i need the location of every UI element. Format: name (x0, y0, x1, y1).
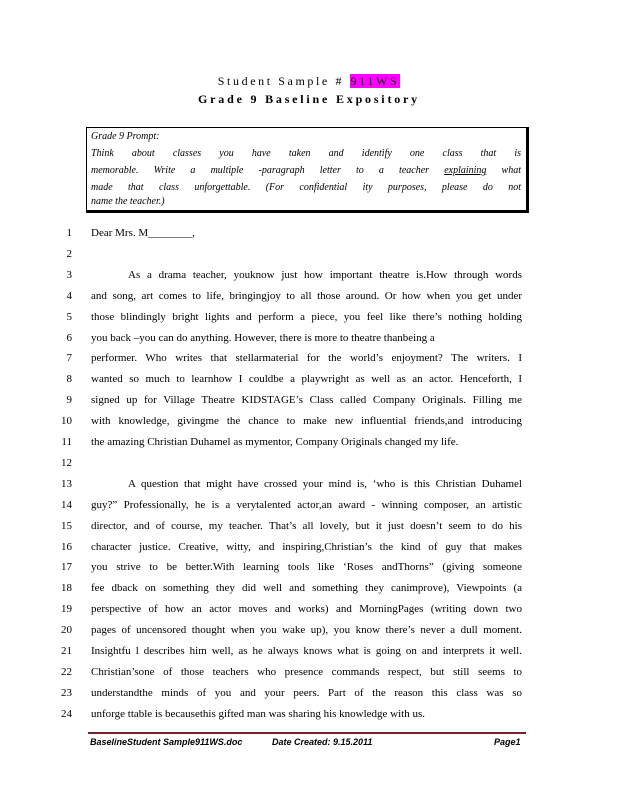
line-number: 17 (61, 561, 72, 574)
prompt-underlined-word: explaining (444, 165, 487, 176)
line-text: A question that might have crossed your mind is, ‘who is this Christian Duhamel (128, 477, 522, 490)
line-text: you back –you can do anything. However, there is more to theatre thanbeing a (91, 331, 435, 344)
line-text: performer. Who writes that stellarmaterial for the world’s enjoyment? The writers. I (91, 352, 522, 365)
line-row (0, 642, 618, 660)
line-number: 3 (66, 268, 72, 281)
line-number: 5 (66, 310, 72, 323)
line-number: 10 (61, 415, 72, 428)
line-row (0, 538, 618, 556)
line-number: 6 (66, 331, 72, 344)
line-text: wanted so much to learnhow I couldbe a playwright as well as an actor. Henceforth, I (91, 373, 522, 386)
line-number: 20 (61, 624, 72, 637)
line-text: pages of uncensored thought when you wake up), you know there’s never a dull moment. (91, 624, 522, 637)
line-number: 13 (61, 477, 72, 490)
line-text: director, and of course, my teacher. That’s all lovely, but it just doesn’t seem to do his (91, 519, 522, 532)
line-text: guy?” Professionally, he is a verytalented actor,an award - winning composer, an artistic (91, 498, 522, 511)
line-row (0, 621, 618, 639)
line-text: understandthe minds of you and your peers. Part of the reason this class was so (91, 686, 522, 699)
line-number: 23 (61, 686, 72, 699)
line-number: 18 (61, 582, 72, 595)
line-number: 2 (66, 247, 72, 260)
line-number: 24 (61, 707, 72, 720)
line-text: As a drama teacher, youknow just how important theatre is.How through words (128, 268, 522, 281)
line-row (0, 496, 618, 514)
line-number: 21 (61, 645, 72, 657)
line-number: 16 (61, 540, 72, 553)
document-title (0, 74, 618, 89)
line-row (0, 558, 618, 576)
line-text: Insightfu l describes him well, as he always knows what is going on and interprets it well. (91, 645, 522, 657)
prompt-text: what (501, 165, 521, 176)
prompt-text: memorable. Write a multiple -paragraph letter to a teacher (91, 165, 430, 176)
document-subtitle: Grade 9 Baseline Expository (198, 92, 420, 106)
line-number: 9 (66, 394, 72, 407)
line-text: with knowledge, givingme the chance to make new influential friends,and introducing (91, 415, 522, 428)
prompt-heading: Grade 9 Prompt: (91, 131, 160, 142)
line-row (0, 579, 618, 597)
line-row (0, 517, 618, 535)
line-row (0, 287, 618, 305)
title-prefix: Student Sample # (217, 74, 345, 88)
line-number: 22 (61, 665, 72, 678)
line-row (0, 308, 618, 326)
line-number: 15 (61, 519, 72, 532)
prompt-box (86, 127, 529, 213)
line-number: 4 (66, 289, 72, 302)
line-number: 12 (61, 456, 72, 469)
line-text: the amazing Christian Duhamel as mymentor, Company Originals changed my life. (91, 436, 459, 448)
footer-date: Date Created: 9.15.2011 (272, 737, 373, 747)
line-text: fee dback on something they did well and something they canimprove), Viewpoints (a (91, 582, 522, 595)
line-text: you strive to be better.With learning tools like ‘Roses andThorns” (giving someone (91, 561, 522, 574)
line-number: 19 (61, 603, 72, 616)
line-row (0, 705, 618, 723)
prompt-line: name the teacher.) (91, 196, 165, 207)
prompt-line: Think about classes you have taken and identify one class that is (91, 148, 521, 159)
footer-filename: BaselineStudent Sample911WS.doc (90, 737, 243, 747)
line-number: 14 (61, 498, 72, 511)
line-row (0, 433, 618, 451)
line-row (0, 266, 618, 284)
footer-page-number: Page1 (494, 737, 521, 747)
line-row (0, 391, 618, 409)
line-text: signed up for Village Theatre KIDSTAGE’s Class called Company Originals. Filling me (91, 394, 522, 407)
line-row (0, 224, 618, 242)
line-text: and song, art comes to life, bringingjoy to all those around. Or how when you get under (91, 289, 522, 302)
line-text: Dear Mrs. M________, (91, 227, 195, 239)
line-text: unforge ttable is becausethis gifted man was sharing his knowledge with us. (91, 707, 426, 720)
line-text: perspective of how an actor moves and works) and MorningPages (writing down two (91, 603, 522, 616)
line-text: those blindingly bright lights and perform a piece, you feel like there’s nothing holding (91, 310, 522, 323)
line-number: 8 (66, 373, 72, 386)
line-row (0, 454, 618, 472)
prompt-line: made that class unforgettable. (For confidential ity purposes, please do not (91, 182, 521, 193)
line-row (0, 245, 618, 263)
line-row (0, 684, 618, 702)
footer-rule (88, 732, 526, 734)
line-number: 7 (66, 352, 72, 365)
line-row (0, 349, 618, 367)
line-row (0, 329, 618, 347)
line-row (0, 370, 618, 388)
line-row (0, 412, 618, 430)
line-number: 11 (61, 436, 72, 448)
line-number: 1 (66, 227, 72, 239)
line-text: character justice. Creative, witty, and inspiring,Christian’s the kind of guy that makes (91, 540, 522, 553)
line-row (0, 600, 618, 618)
line-row (0, 475, 618, 493)
prompt-line (91, 165, 521, 177)
line-row (0, 663, 618, 681)
line-text: Christian’sone of those teachers who presence commands respect, but still seems to (91, 665, 522, 678)
title-code-highlight: 911WS (350, 74, 400, 88)
